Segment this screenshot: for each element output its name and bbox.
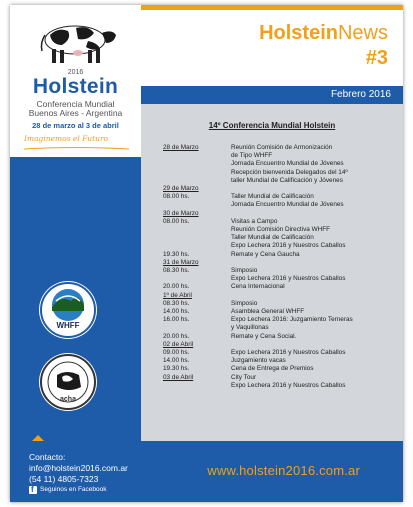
agenda-event: Simposio bbox=[231, 267, 258, 275]
footer bbox=[10, 441, 403, 502]
newsletter-page bbox=[10, 5, 403, 502]
agenda-event bbox=[231, 185, 398, 193]
agenda-event bbox=[231, 259, 398, 267]
facebook-icon[interactable] bbox=[29, 486, 37, 494]
logo-conference-name: Conferencia Mundial bbox=[36, 99, 115, 109]
agenda-event: City Tour bbox=[231, 373, 257, 381]
agenda-panel bbox=[141, 104, 403, 441]
issue-number: #3 bbox=[365, 47, 388, 69]
acha-seal-icon bbox=[39, 353, 97, 411]
agenda-row bbox=[163, 374, 398, 382]
agenda-row bbox=[163, 333, 398, 341]
agenda-event: Remate y Cena Social. bbox=[231, 332, 297, 340]
logo-dates: 28 de marzo al 3 de abril bbox=[32, 121, 119, 130]
agenda-event bbox=[231, 210, 398, 218]
logo-location: Buenos Aires - Argentina bbox=[28, 108, 123, 118]
agenda-event: Recepción bienvenida Delegados del 14º bbox=[231, 168, 348, 176]
agenda-row bbox=[163, 324, 398, 332]
agenda-row bbox=[163, 365, 398, 373]
whff-seal-label: WHFF bbox=[56, 321, 80, 330]
agenda-row bbox=[163, 316, 398, 324]
contact-email-link[interactable]: info@holstein2016.com.ar bbox=[29, 463, 128, 473]
agenda-event: Cena Internacional bbox=[231, 283, 285, 291]
agenda-row bbox=[163, 357, 398, 365]
agenda-time bbox=[163, 201, 231, 209]
agenda-event bbox=[231, 341, 398, 349]
agenda-event: Taller Mundial de Calificación bbox=[231, 193, 314, 201]
agenda-time: 20.00 hs. bbox=[163, 283, 190, 291]
agenda-row bbox=[163, 341, 398, 349]
agenda-row bbox=[163, 226, 398, 234]
agenda-date: 03 de Abril bbox=[163, 373, 194, 381]
agenda-event: Taller Mundial de Calificación bbox=[231, 234, 314, 242]
agenda-row bbox=[163, 193, 398, 201]
agenda-row bbox=[163, 201, 398, 209]
agenda-row bbox=[163, 292, 398, 300]
agenda-title: 14º Conferencia Mundial Holstein bbox=[208, 121, 336, 130]
agenda-time: 14.00 hs. bbox=[163, 357, 190, 365]
agenda-event: Expo Lechera 2016 y Nuestros Caballos bbox=[231, 349, 346, 357]
contact-phone: (54 11) 4805-7323 bbox=[29, 474, 99, 484]
agenda-row bbox=[163, 283, 398, 291]
left-sidebar bbox=[10, 157, 141, 441]
agenda-event: Reunión Comisión de Armonización bbox=[231, 144, 333, 151]
agenda-date: 28 de Marzo bbox=[163, 144, 199, 151]
agenda-row bbox=[163, 300, 398, 308]
agenda-row bbox=[163, 160, 398, 168]
agenda-date: 30 de Marzo bbox=[163, 209, 199, 217]
agenda-time: 20.00 hs. bbox=[163, 332, 190, 340]
agenda-time: 09.00 hs. bbox=[163, 349, 190, 357]
agenda-row bbox=[163, 144, 398, 152]
logo-conference bbox=[10, 100, 141, 118]
agenda-event: Jornada Encuentro Mundial de Jóvenes bbox=[231, 201, 344, 209]
title-holstein: Holstein bbox=[259, 22, 338, 44]
agenda-event: Jornada Encuentro Mundial de Jóvenes bbox=[231, 160, 344, 168]
agenda-event: Expo Lechera 2016: Juzgamiento Terneras bbox=[231, 316, 353, 324]
agenda-row bbox=[163, 152, 398, 160]
agenda-date: 29 de Marzo bbox=[163, 185, 199, 193]
logo-slogan: Imaginemos el Futuro bbox=[24, 134, 109, 143]
whff-seal-icon bbox=[39, 281, 97, 339]
agenda-time bbox=[163, 177, 231, 185]
agenda-event: Asamblea General WHFF bbox=[231, 308, 305, 316]
agenda-event: Cena de Entrega de Premios bbox=[231, 365, 314, 373]
agenda-list bbox=[163, 144, 398, 390]
cow-illustration bbox=[28, 13, 123, 65]
agenda-event: Simposio bbox=[231, 299, 258, 307]
agenda-event: Visitas a Campo bbox=[231, 217, 278, 225]
facebook-link[interactable]: Seguinos en Facebook bbox=[40, 486, 107, 493]
agenda-time: 08.00 hs. bbox=[163, 217, 190, 225]
agenda-time bbox=[163, 242, 231, 250]
agenda-time bbox=[163, 160, 231, 168]
facebook-glyph: f bbox=[31, 485, 34, 494]
agenda-time bbox=[163, 382, 231, 390]
agenda-date: 1º de Abril bbox=[163, 291, 192, 299]
date-band bbox=[141, 86, 403, 104]
header-banner bbox=[141, 5, 403, 86]
agenda-event: Expo Lechera 2016 y Nuestros Caballos bbox=[231, 381, 346, 389]
agenda-date: 02 de Abril bbox=[163, 340, 194, 348]
agenda-time: 08.30 hs. bbox=[163, 267, 190, 275]
contact-label: Contacto: bbox=[29, 452, 66, 462]
agenda-time: 08.30 hs. bbox=[163, 299, 190, 307]
agenda-time bbox=[163, 234, 231, 242]
agenda-event: Reunión Comisión Directiva WHFF bbox=[231, 226, 331, 234]
agenda-row bbox=[163, 275, 398, 283]
slogan-underline bbox=[24, 146, 129, 151]
website-link[interactable]: www.holstein2016.com.ar bbox=[207, 463, 360, 478]
agenda-time bbox=[163, 226, 231, 234]
agenda-time bbox=[163, 324, 231, 332]
agenda-row bbox=[163, 349, 398, 357]
agenda-time: 19.30 hs. bbox=[163, 250, 190, 258]
newsletter-title bbox=[156, 22, 388, 45]
agenda-row bbox=[163, 308, 398, 316]
agenda-time bbox=[163, 152, 231, 160]
orange-accent-bar bbox=[141, 5, 403, 10]
agenda-row bbox=[163, 234, 398, 242]
agenda-event: y Vaquillonas bbox=[231, 324, 269, 332]
agenda-row bbox=[163, 382, 398, 390]
agenda-time bbox=[163, 275, 231, 283]
agenda-row bbox=[163, 259, 398, 267]
agenda-time: 08.00 hs. bbox=[163, 193, 190, 201]
event-logo bbox=[10, 5, 141, 157]
agenda-event: Remate y Cena Gaucha bbox=[231, 250, 300, 258]
agenda-event: Juzgamiento vacas bbox=[231, 357, 286, 365]
agenda-time: 19.30 hs. bbox=[163, 365, 190, 373]
agenda-row bbox=[163, 218, 398, 226]
logo-name: Holstein bbox=[32, 75, 119, 98]
agenda-time bbox=[163, 169, 231, 177]
agenda-row bbox=[163, 267, 398, 275]
agenda-time: 16.00 hs. bbox=[163, 316, 190, 324]
agenda-row bbox=[163, 177, 398, 185]
agenda-event: Expo Lechera 2016 y Nuestros Caballos bbox=[231, 242, 346, 250]
agenda-row bbox=[163, 242, 398, 250]
agenda-event: Expo Lechera 2016 y Nuestros Caballos bbox=[231, 275, 346, 283]
title-news: News bbox=[337, 22, 388, 44]
agenda-row bbox=[163, 251, 398, 259]
agenda-row bbox=[163, 185, 398, 193]
logo-year: 2016 bbox=[67, 69, 84, 76]
agenda-date: 31 de Marzo bbox=[163, 258, 199, 266]
acha-seal-label: acha bbox=[60, 396, 76, 403]
agenda-time: 14.00 hs. bbox=[163, 308, 190, 316]
agenda-event: de Tipo WHFF bbox=[231, 152, 273, 160]
issue-date: Febrero 2016 bbox=[330, 89, 391, 100]
agenda-event: taller Mundial de Calificación y Jóvenes bbox=[231, 176, 343, 184]
agenda-event bbox=[231, 292, 398, 300]
agenda-row bbox=[163, 169, 398, 177]
agenda-row bbox=[163, 210, 398, 218]
